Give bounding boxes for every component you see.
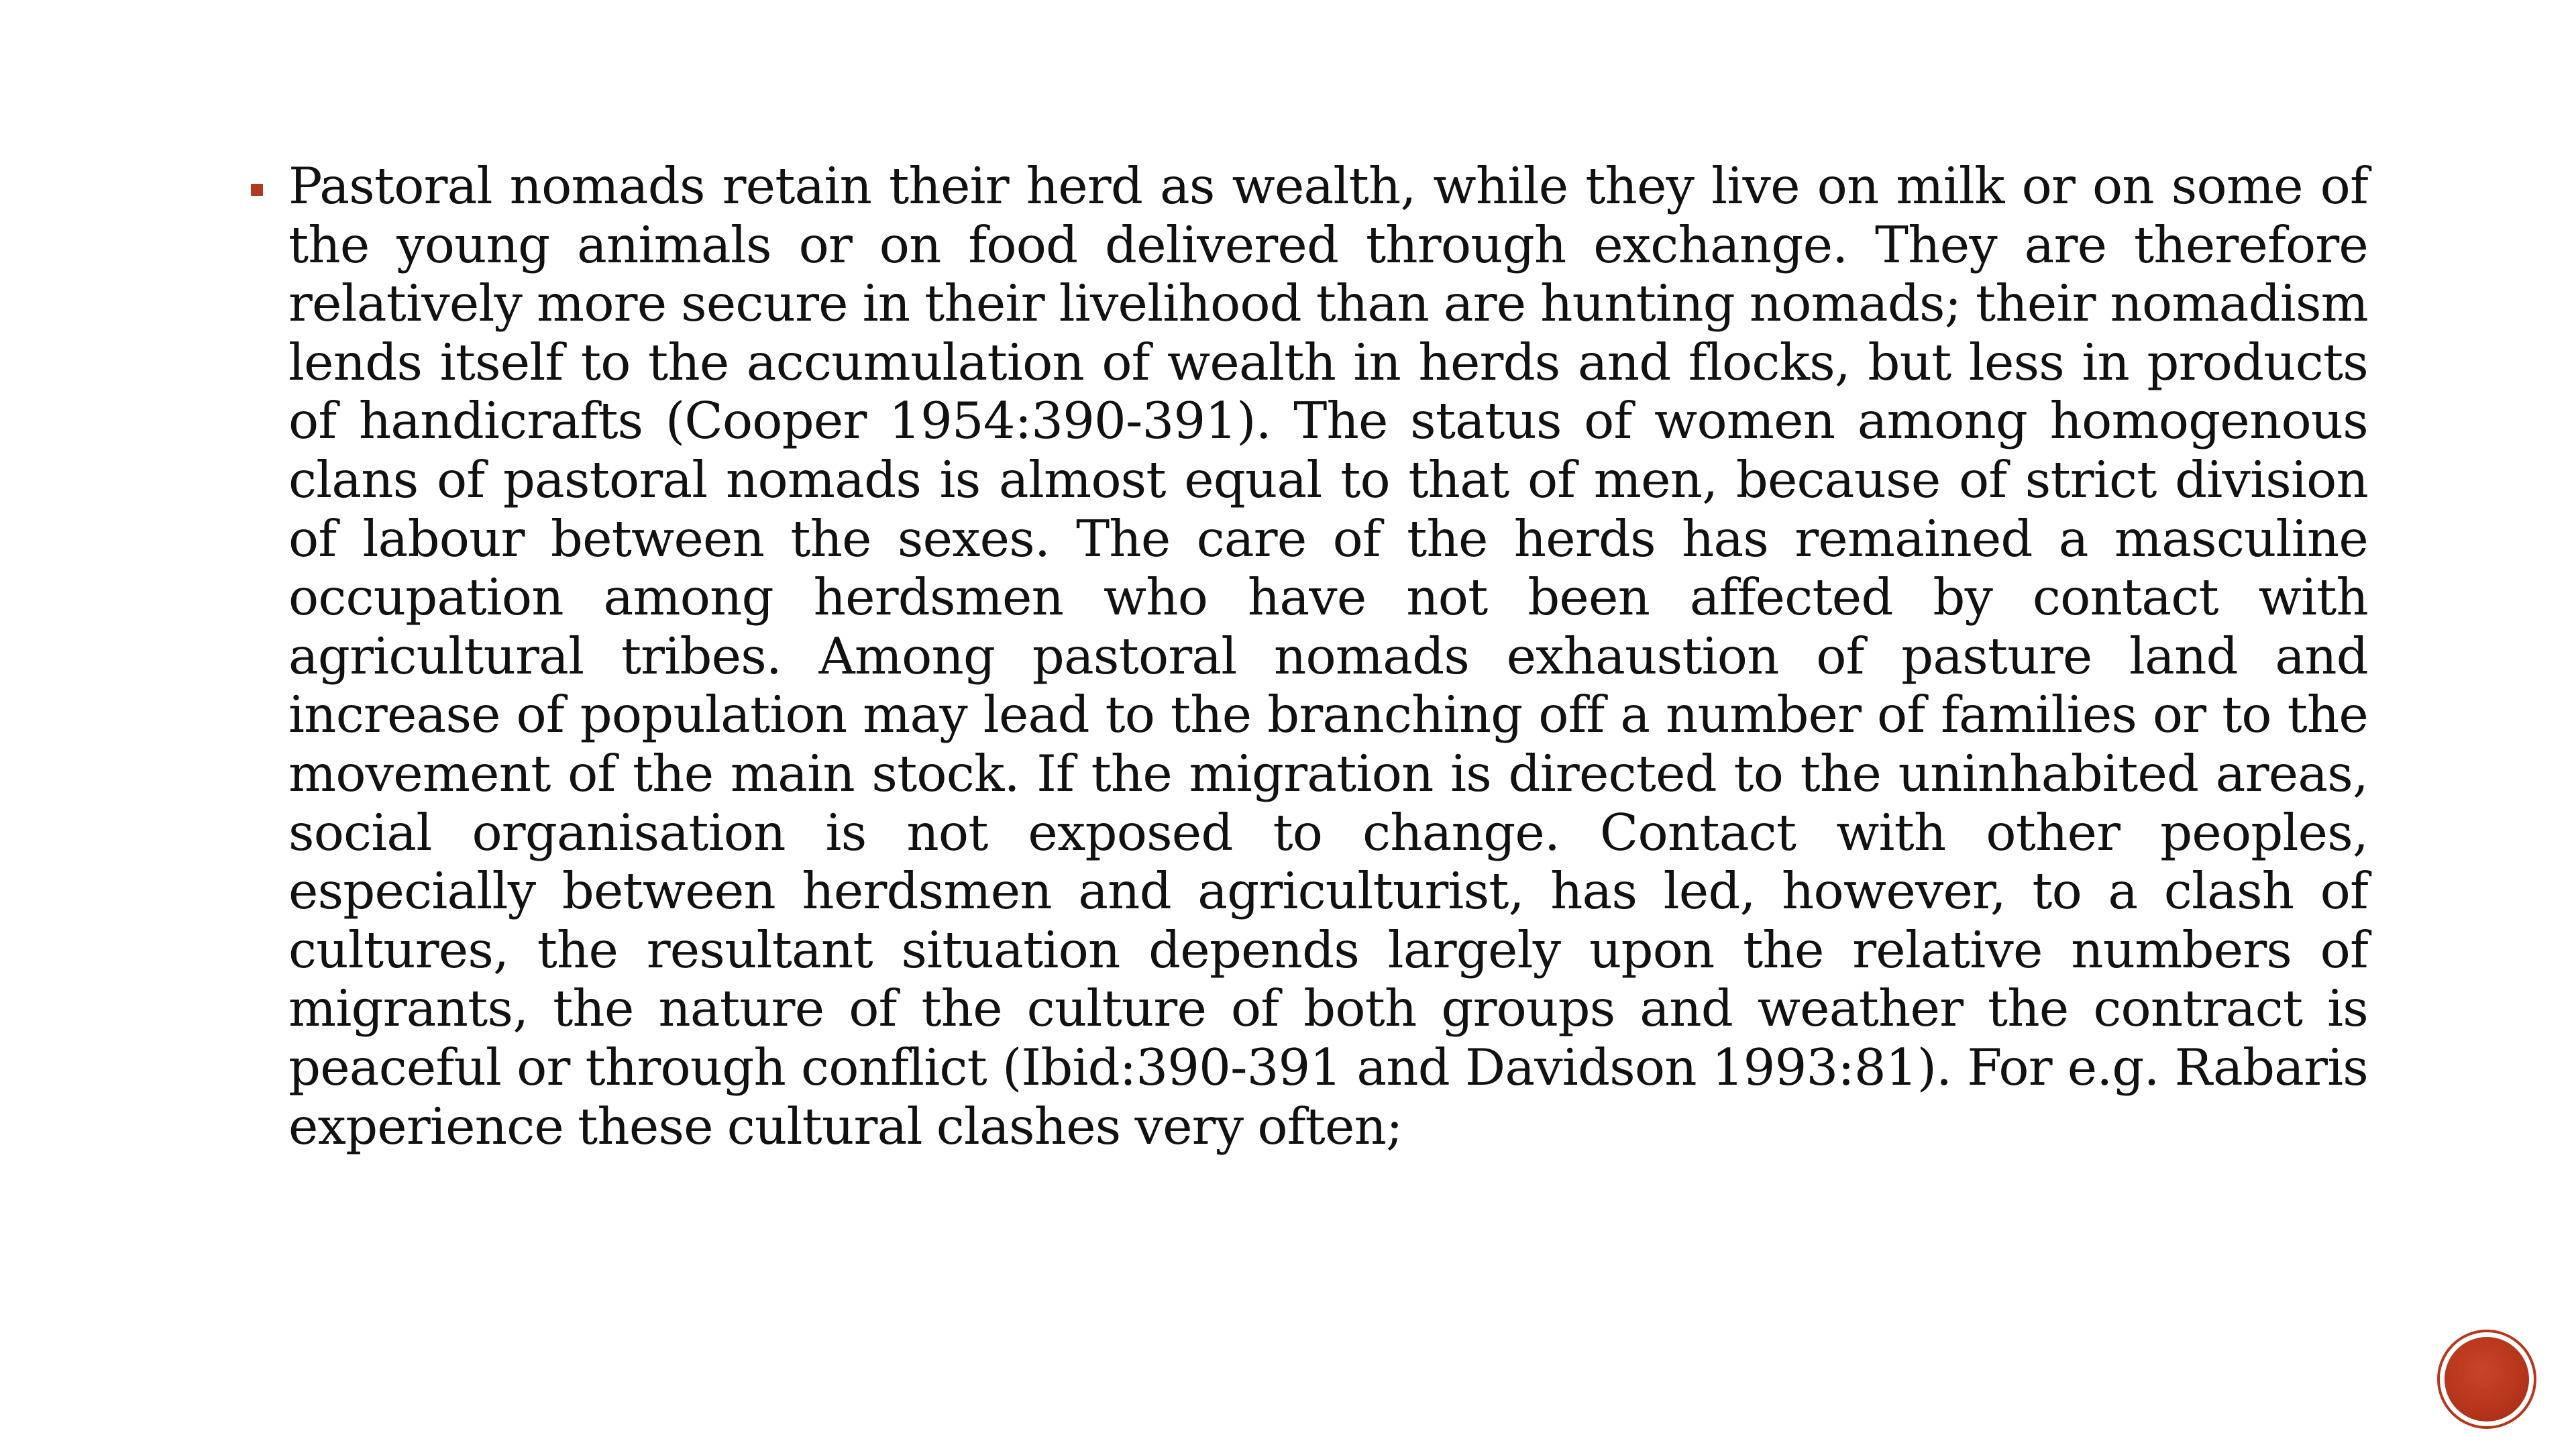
bullet-item [245,157,2368,1156]
circle-button-icon [2445,1337,2529,1421]
bullet-text: Pastoral nomads retain their herd as wealth, while they live on milk or on some of the young animals or on food delivered through exchange. They are therefore relatively more secure in their livelihood than are hunting nomads; their nomadism lends itself to the accumulation of wealth in herds and flocks, but less in products of handicrafts (Cooper 1954:390-391). The status of women among homogenous clans of pastoral nomads is almost equal to that of men, because of strict division of labour between the sexes. The care of the herds has remained a masculine occupation among herdsmen who have not been affected by contact with agricultural tribes. Among pastoral nomads exhaustion of pasture land and increase of population may lead to the branching off a number of families or to the movement of the main stock. If the migration is directed to the uninhabited areas, social organisation is not exposed to change. Contact with other peoples, especially between herdsmen and agriculturist, has led, however, to a clash of cultures, the resultant situation depends largely upon the relative numbers of migrants, the nature of the culture of both groups and weather the contract is peaceful or through conflict (Ibid:390-391 and Davidson 1993:81). For e.g. Rabaris experience these cultural clashes very often; [288,156,2368,1156]
square-bullet-icon [251,184,263,196]
slide-nav-button[interactable] [2437,1330,2536,1429]
slide-body [245,157,2368,1156]
